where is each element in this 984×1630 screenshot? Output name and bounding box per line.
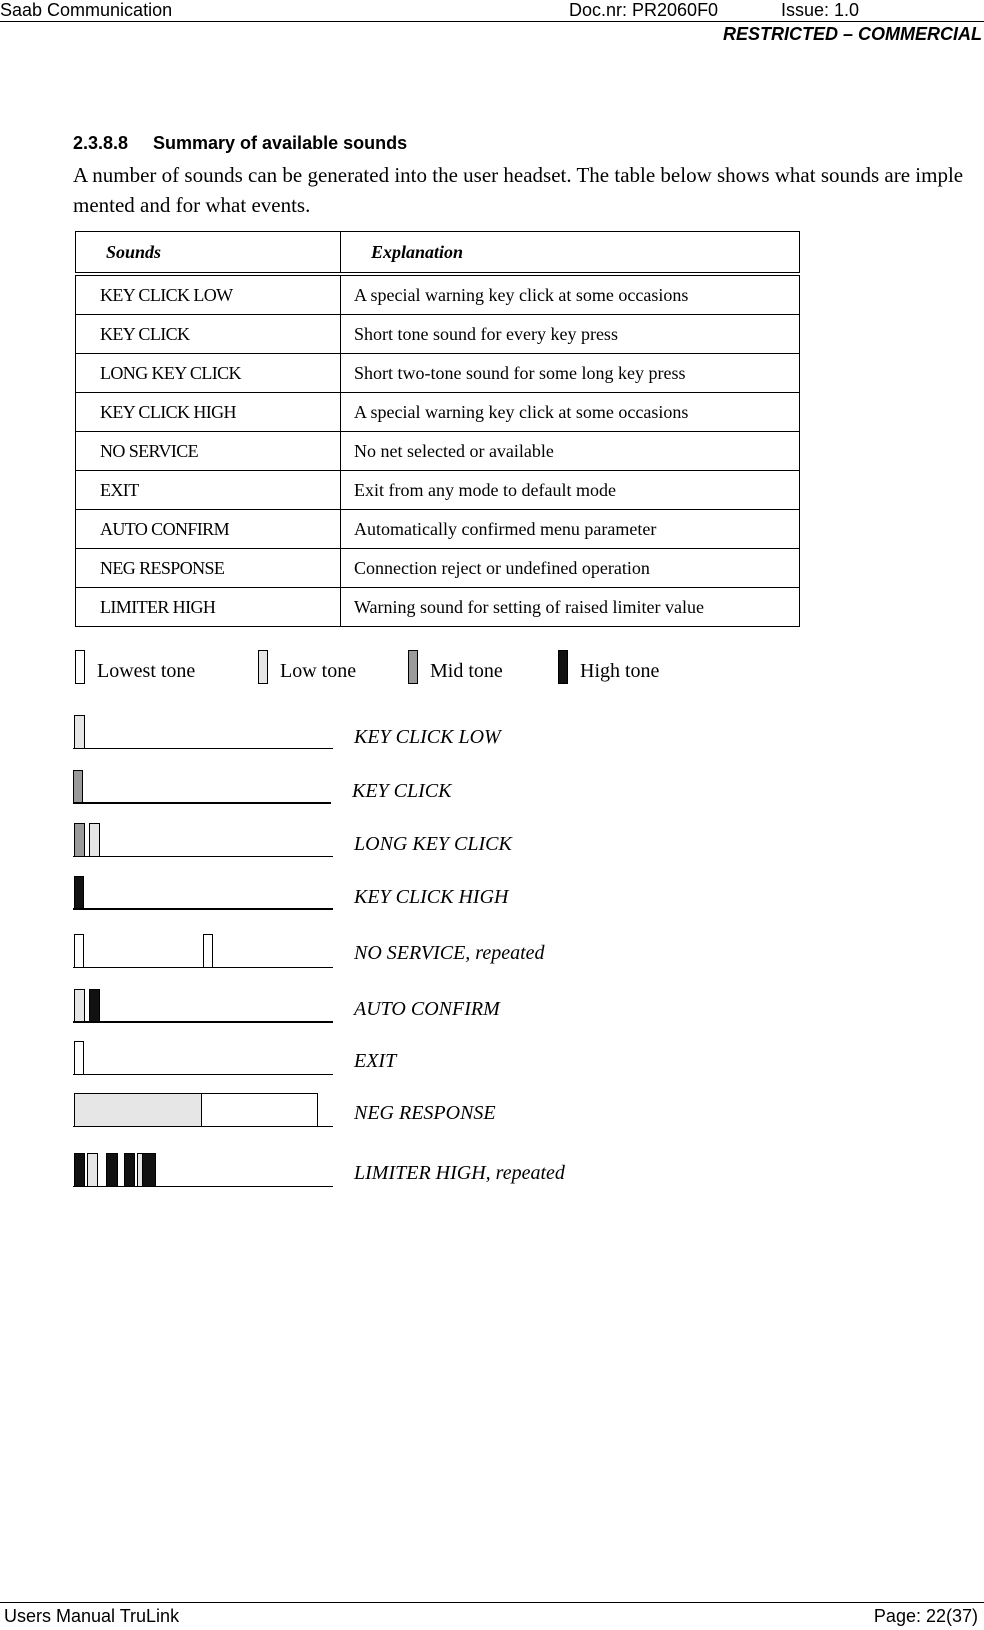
sound-explanation: No net selected or available [341,432,800,471]
sound-explanation: Automatically confirmed menu parameter [341,510,800,549]
pattern-label: NO SERVICE, repeated [354,942,545,964]
pattern-baseline [73,1186,333,1187]
tone-block [201,1093,318,1127]
sound-name: LONG KEY CLICK [76,354,341,393]
table-row [76,354,800,393]
sound-explanation: Short two-tone sound for some long key press [341,354,800,393]
pattern-baseline [73,856,333,857]
tone-block [74,1153,85,1187]
sound-explanation: A special warning key click at some occasions [341,274,800,315]
pattern-baseline [73,748,333,749]
tone-block [87,1153,98,1187]
intro-paragraph: A number of sounds can be generated into the user headset. The table below shows what sounds are imple mented and for what events. [73,163,964,217]
table-row [76,432,800,471]
tone-block [124,1153,135,1187]
table-row [76,588,800,627]
pattern-limiter-high [73,1151,333,1187]
pattern-exit [73,1039,333,1075]
footer-manual-title: Users Manual TruLink [4,1606,180,1626]
tone-legend [75,650,775,686]
pattern-auto-confirm [73,987,333,1023]
pattern-baseline [73,1074,333,1075]
pattern-label: NEG RESPONSE [354,1102,496,1124]
header-company: Saab Communication [0,0,173,20]
column-header-explanation: Explanation [341,232,800,275]
footer-rule [0,1602,984,1603]
pattern-key-click-high [73,874,333,910]
header-classification: RESTRICTED – COMMERCIAL [722,24,982,44]
sound-name: NEG RESPONSE [76,549,341,588]
mid-tone-label: Mid tone [430,660,503,682]
sound-name: KEY CLICK HIGH [76,393,341,432]
sound-name: AUTO CONFIRM [76,510,341,549]
tone-block [74,934,84,968]
pattern-label: AUTO CONFIRM [354,998,500,1020]
tone-block [89,989,100,1023]
tone-block [74,989,85,1023]
section-number: 2.3.8.8 [73,133,129,153]
tone-block [73,770,83,804]
pattern-label: KEY CLICK HIGH [354,886,509,908]
table-row [76,549,800,588]
pattern-baseline [73,1021,333,1023]
tone-block [74,1041,84,1075]
section-title: Summary of available sounds [153,133,408,153]
mid-tone-swatch [408,650,418,684]
sound-name: KEY CLICK LOW [76,274,341,315]
low-tone-label: Low tone [280,660,357,682]
table-row [76,393,800,432]
pattern-neg-response [73,1091,333,1127]
tone-block [74,823,85,857]
pattern-key-click [73,768,331,804]
low-tone-swatch [258,650,268,684]
footer-page-number: Page: 22(37) [873,1606,978,1626]
sound-explanation: Connection reject or undefined operation [341,549,800,588]
lowest-tone-swatch [75,650,85,684]
pattern-label: KEY CLICK LOW [354,726,501,748]
sounds-table [75,231,800,627]
sound-name: NO SERVICE [76,432,341,471]
pattern-key-click-low [73,713,333,749]
pattern-baseline [73,1126,333,1127]
pattern-label: LONG KEY CLICK [354,833,512,855]
sound-explanation: Short tone sound for every key press [341,315,800,354]
sound-explanation: A special warning key click at some occasions [341,393,800,432]
table-row [76,274,800,315]
tone-block [142,1153,156,1187]
tone-block [74,1093,202,1127]
table-row [76,510,800,549]
pattern-baseline [73,967,333,968]
pattern-no-service [73,932,333,968]
header-issue: Issue: 1.0 [781,0,860,20]
pattern-baseline [73,802,331,804]
sound-name: LIMITER HIGH [76,588,341,627]
pattern-label: LIMITER HIGH, repeated [354,1162,565,1184]
high-tone-swatch [558,650,568,684]
pattern-label: KEY CLICK [352,780,452,802]
table-row [76,471,800,510]
table-row [76,315,800,354]
lowest-tone-label: Lowest tone [97,660,196,682]
sound-name: EXIT [76,471,341,510]
header-rule [0,21,984,22]
pattern-long-key-click [73,821,333,857]
high-tone-label: High tone [580,660,660,682]
tone-block [203,934,213,968]
pattern-baseline [73,908,333,910]
section-heading [73,133,407,154]
sound-explanation: Warning sound for setting of raised limiter value [341,588,800,627]
header-doc-number: Doc.nr: PR2060F0 [569,0,719,20]
tone-block [74,715,85,749]
tone-block [74,876,84,910]
tone-block [106,1153,118,1187]
tone-block [89,823,100,857]
column-header-sounds: Sounds [76,232,341,275]
sound-explanation: Exit from any mode to default mode [341,471,800,510]
sound-name: KEY CLICK [76,315,341,354]
table-header-row [76,232,800,275]
pattern-label: EXIT [354,1050,397,1072]
